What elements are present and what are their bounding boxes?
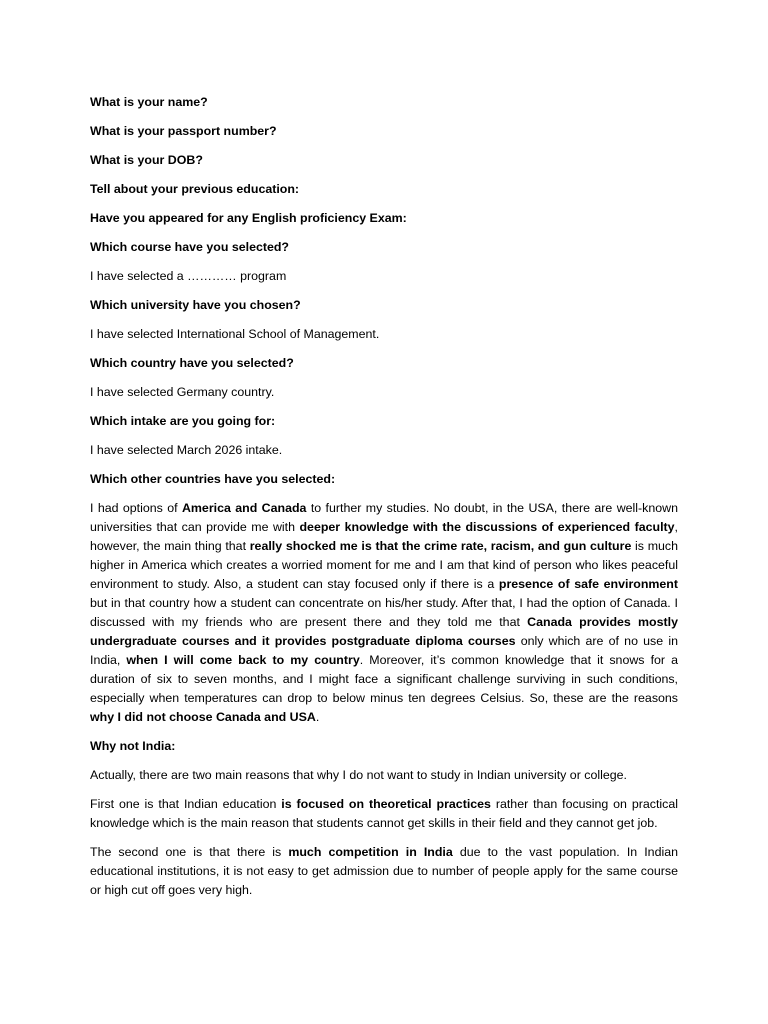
bold-text-run: deeper knowledge with the discussions of experienced faculty [299,520,675,534]
bold-text-run: really shocked me is that the crime rate, racism, and gun culture [249,539,632,553]
text-run: . [315,710,320,724]
answer-country: I have selected Germany country. [90,385,275,399]
document-page [90,93,678,910]
bold-text-run: is focused on theoretical practices [281,797,491,811]
bold-text-run: America and Canada [181,501,307,515]
text-run: but in that country how a student can concentrate on his/her study. After that, I had the option of Canada. I discussed with my friends who are present there and they told me that [90,596,678,629]
paragraph-why-not-india-intro: Actually, there are two main reasons that why I do not want to study in Indian university or college. [90,768,627,782]
answer-university: I have selected International School of Management. [90,327,380,341]
question-english-exam: Have you appeared for any English proficiency Exam: [90,211,407,225]
question-course: Which course have you selected? [90,240,290,254]
text-run: to further my studies. No doubt, in the USA, there are well-known universities that can provide me with [90,501,678,534]
bold-text-run: Canada provides mostly undergraduate courses and it provides postgraduate diploma courses [90,615,678,648]
text-run: The second one is that there is [90,845,289,859]
text-run: only which are of no use in India, [90,634,678,667]
question-intake: Which intake are you going for: [90,414,276,428]
text-run: First one is that Indian education [90,797,282,811]
question-university: Which university have you chosen? [90,298,301,312]
text-run: I had options of [90,501,182,515]
text-run: due to the vast population. In Indian educational institutions, it is not easy to get admission due to number of people apply for the same course or high cut off goes very high. [90,845,678,897]
bold-text-run: why I did not choose Canada and USA [90,710,316,724]
text-run: is much higher in America which creates a worried moment for me and I am that kind of person who likes peaceful environment to study. Also, a student can stay focused only if there is a [90,539,678,591]
paragraph-other-countries [90,499,678,727]
question-dob: What is your DOB? [90,153,203,167]
question-passport-number: What is your passport number? [90,124,277,138]
bold-text-run: presence of safe environment [498,577,679,591]
answer-intake: I have selected March 2026 intake. [90,443,283,457]
paragraph-reason-one [90,795,678,833]
bold-text-run: much competition in India [288,845,453,859]
bold-text-run: when I will come back to my country [126,653,360,667]
text-run: rather than focusing on practical knowledge which is the main reason that students cannot get skills in their field and they cannot get job. [90,797,678,830]
question-name: What is your name? [90,95,208,109]
question-previous-education: Tell about your previous education: [90,182,300,196]
question-country: Which country have you selected? [90,356,294,370]
answer-course: I have selected a ………… program [90,269,287,283]
text-run: , however, the main thing that [90,520,678,553]
text-run: . Moreover, it’s common knowledge that it snows for a duration of six to seven months, and I might face a significant challenge surviving in such conditions, especially when temperatures can drop to below minus ten degrees Celsius. So, these are the reasons [90,653,679,705]
paragraph-reason-two [90,843,678,900]
question-why-not-india: Why not India: [90,739,176,753]
question-other-countries: Which other countries have you selected: [90,472,336,486]
